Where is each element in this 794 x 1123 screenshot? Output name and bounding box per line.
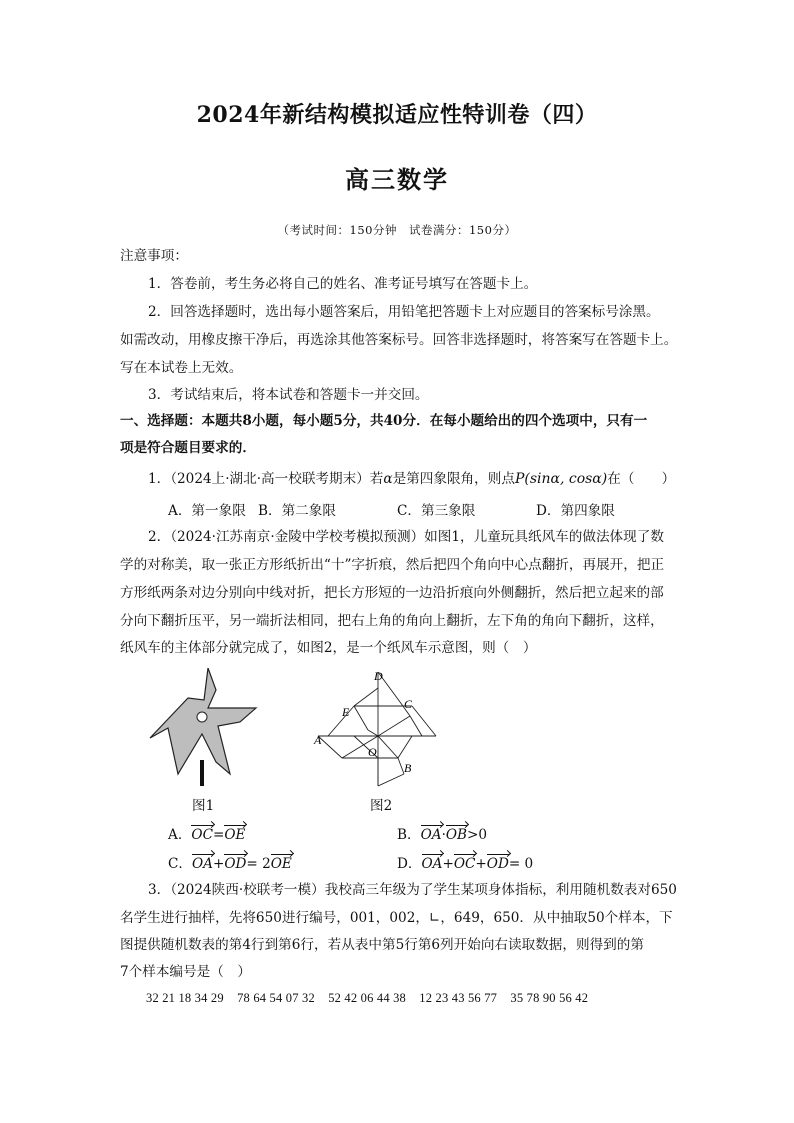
q2-option-b <box>397 823 487 843</box>
point-e-label: E <box>342 705 350 719</box>
q2-line-1: 2．（2024·江苏南京·金陵中学校考模拟预测）如图1，儿童玩具纸风车的做法体现了数 <box>148 529 664 545</box>
q2-option-b-tail: >0 <box>467 827 488 843</box>
pinwheel-center <box>197 712 207 722</box>
q3-line-1: 3．（2024陕西·校联考一模）我校高三年级为了学生某项身体指标，利用随机数表对650 <box>148 882 677 898</box>
exam-info: （考试时间：150分钟 试卷满分：150分） <box>277 223 517 237</box>
vector-ob: OB <box>445 827 468 843</box>
q2-option-a <box>168 823 245 843</box>
exam-subject: 高三数学 <box>345 165 449 194</box>
point-b-label: B <box>404 761 412 775</box>
q2-option-c-letter: C． <box>168 856 192 872</box>
exam-title: 2024年新结构模拟适应性特训卷（四） <box>196 102 598 128</box>
q1-alpha: α <box>383 471 393 487</box>
notice-item-2-cont2: 写在本试卷上无效。 <box>120 360 243 376</box>
random-number-row: 32 21 18 34 29 78 64 54 07 32 52 42 06 44 38 12 23 43 56 77 35 78 90 56 42 <box>146 991 589 1005</box>
q3-line-2: 名学生进行抽样，先将650进行编号，001，002，∟，649，650．从中抽取50个样本，下 <box>120 910 673 926</box>
q2-line-3: 方形纸两条对边分别向中线对折，把长方形短的一边沿折痕向外侧翻折，然后把立起来的部 <box>120 585 664 601</box>
q2-option-d-op2: + <box>475 856 487 872</box>
vector-oc: OC <box>453 856 476 872</box>
q2-option-d <box>397 852 533 872</box>
vector-oe: OE <box>224 827 246 843</box>
vector-oa: OA <box>192 856 213 872</box>
q1-stem-a: 1．（2024上·湖北·高一校联考期末）若 <box>148 471 384 487</box>
q2-option-c-tail: = 2 <box>246 856 271 872</box>
point-a-label: A <box>314 733 322 747</box>
q2-option-b-letter: B． <box>397 827 421 843</box>
vector-oc: OC <box>191 827 213 843</box>
q1-option-b: B．第二象限 <box>258 503 336 519</box>
q1-point: P(sinα, cosα) <box>514 471 608 487</box>
question-1-stem <box>148 469 718 489</box>
q2-line-5: 纸风车的主体部分就完成了，如图2，是一个纸风车示意图，则（ ） <box>120 640 537 656</box>
q2-option-c-op: + <box>212 856 225 872</box>
vector-oa: OA <box>420 827 442 843</box>
point-d-label: D <box>374 669 383 683</box>
q2-option-c <box>168 852 292 872</box>
vector-od: OD <box>224 856 247 872</box>
figure-1-pinwheel <box>146 668 266 786</box>
q2-line-2: 学的对称美，取一张正方形纸折出“十”字折痕，然后把四个角向中心点翻折，再展开，把正 <box>120 557 665 573</box>
q1-stem-c: 在（ ） <box>607 471 676 487</box>
q2-option-a-op: = <box>212 827 225 843</box>
q3-line-4: 7个样本编号是（ ） <box>120 964 251 980</box>
vector-oa: OA <box>421 856 443 872</box>
q1-option-a: A．第一象限 <box>168 503 246 519</box>
vector-oe: OE <box>270 856 292 872</box>
q1-stem-b: 是第四象限角，则点 <box>392 471 515 487</box>
notice-item-2: 2．回答选择题时，选出每小题答案后，用铅笔把答题卡上对应题目的答案标号涂黑。 <box>148 304 660 320</box>
q2-option-b-op: · <box>441 827 446 843</box>
figure-1-label: 图1 <box>192 798 215 814</box>
q1-option-c: C．第三象限 <box>397 503 476 519</box>
q2-option-d-tail: = 0 <box>508 856 534 872</box>
point-o-label: O <box>368 745 377 759</box>
q2-option-d-op: + <box>442 856 454 872</box>
notice-heading: 注意事项： <box>120 248 188 264</box>
q3-line-3: 图提供随机数表的第4行到第6行，若从表中第5行第6列开始向右读取数据，则得到的第 <box>120 937 644 953</box>
point-c-label: C <box>404 697 413 711</box>
notice-item-2-cont: 如需改动，用橡皮擦干净后，再选涂其他答案标号。回答非选择题时，将答案写在答题卡上。 <box>120 332 678 348</box>
q2-line-4: 分向下翻折压平，另一端折法相同，把右上角的角向上翻折，左下角的角向下翻折，这样， <box>120 613 664 629</box>
section-heading-line2: 项是符合题目要求的． <box>120 440 256 456</box>
notice-item-3: 3．考试结束后，将本试卷和答题卡一并交回。 <box>148 387 429 403</box>
figure-2-diagram <box>312 668 440 792</box>
vector-od: OD <box>486 856 509 872</box>
figure-2-label: 图2 <box>370 798 393 814</box>
q2-option-d-letter: D． <box>397 856 422 872</box>
q2-option-a-letter: A． <box>168 827 192 843</box>
q1-option-d: D．第四象限 <box>536 503 615 519</box>
notice-item-1: 1．答卷前，考生务必将自己的姓名、准考证号填写在答题卡上。 <box>148 276 538 292</box>
section-heading-line1: 一、选择题：本题共8小题，每小题5分，共40分．在每小题给出的四个选项中，只有一 <box>120 413 648 429</box>
